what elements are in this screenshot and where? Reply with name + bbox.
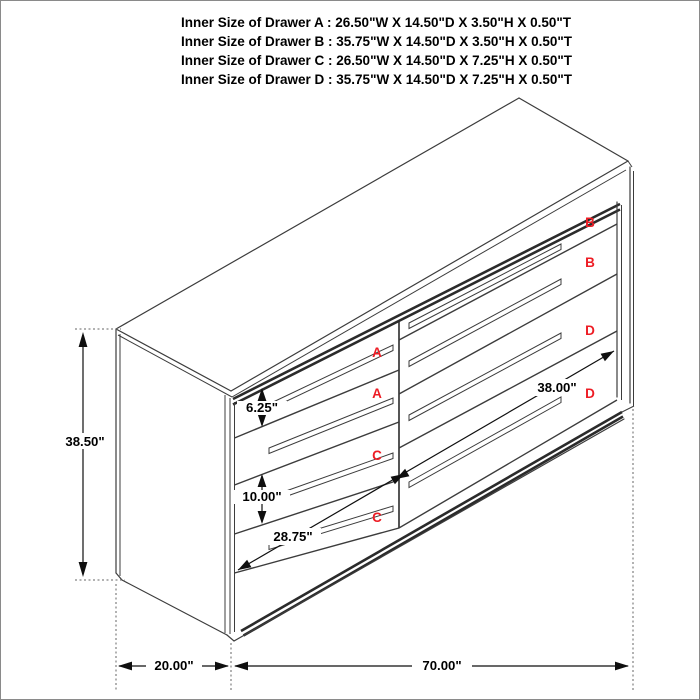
spec-title-block [181,15,573,87]
drawer-label-c1: C [372,448,382,463]
drawer-handles [269,244,561,550]
side-bottom-edge [122,580,227,635]
lower-drawer-height-label: 10.00" [242,489,282,504]
dimension-labels [59,379,585,674]
cabinet-left-side [116,329,230,635]
height-label: 38.50" [65,434,105,449]
drawer-handle-b1 [409,244,561,329]
top-drawer-height-label: 6.25" [246,400,278,415]
lower-drawer-arrow-down [258,511,267,524]
height-arrow-up [79,332,88,347]
height-arrow-down [79,562,88,577]
drawer-label-b1: B [585,215,595,230]
front-top-band-inner [233,210,620,405]
width-arrow-left [234,662,248,671]
top-back-left-edge [116,98,519,329]
drawer-label-d1: D [585,323,595,338]
front-top-band-outer [233,204,620,399]
right-drawer-width-label: 38.00" [537,380,577,395]
spec-line-drawer-a: Inner Size of Drawer A : 26.50"W X 14.50"D X 3.50"H X 0.50"T [181,15,572,30]
top-underside-front-edge [232,170,626,397]
top-right-corner-cap [628,161,632,167]
drawer-label-a2: A [372,386,382,401]
right-width-arrow [601,351,614,361]
base-right-corner [622,406,634,412]
top-back-right-edge [519,98,628,161]
dresser-dimension-diagram [1,1,700,700]
drawer-label-c2: C [372,510,382,525]
top-left-edge [116,329,231,391]
drawer-label-b2: B [585,255,595,270]
depth-arrow-right [215,662,229,671]
drawer-label-a1: A [372,345,382,360]
drawer-area-bottom-edge [235,400,618,573]
center-width-arrow-left [396,469,409,479]
base-band-outer [241,412,622,631]
depth-arrow-left [118,662,132,671]
width-arrow-right [615,662,629,671]
width-label: 70.00" [422,658,462,673]
side-bottom-step [116,573,122,580]
left-drawer-width-label: 28.75" [273,529,313,544]
drawer-label-d2: D [585,386,595,401]
spec-line-drawer-b: Inner Size of Drawer B : 35.75"W X 14.50"D X 3.50"H X 0.50"T [181,34,573,49]
drawer-handle-d2 [409,397,561,488]
top-underside-left-edge [118,335,232,397]
spec-line-drawer-c: Inner Size of Drawer C : 26.50"W X 14.50"D X 7.25"H X 0.50"T [181,53,573,68]
depth-label: 20.00" [154,658,194,673]
spec-line-drawer-d: Inner Size of Drawer D : 35.75"W X 14.50"D X 7.25"H X 0.50"T [181,72,573,87]
drawer-handle-a2 [269,398,393,454]
